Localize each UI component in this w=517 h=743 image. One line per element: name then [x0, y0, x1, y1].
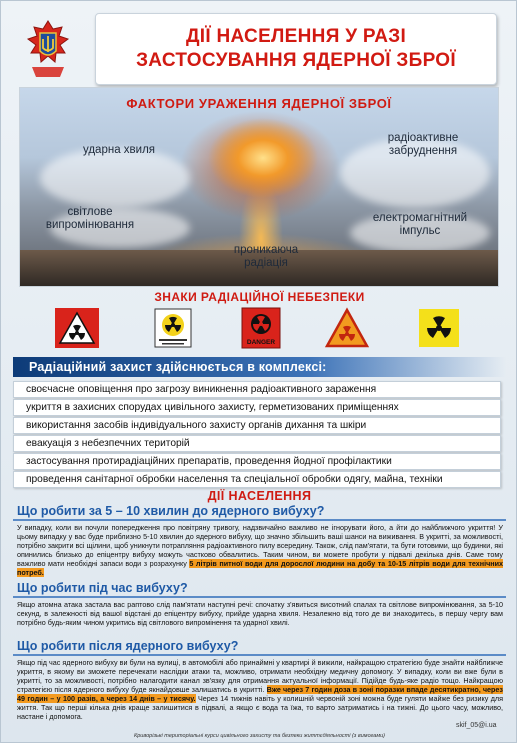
factor-emp-line1: електромагнітний: [372, 212, 468, 224]
actions-title: ДІЇ НАСЕЛЕННЯ: [207, 489, 312, 503]
radiation-sign-orange: [323, 306, 371, 350]
water-highlight: 5 літрів питної води для дорослої людини на добу та 10-15 літрів води для технічних потреб.: [17, 559, 504, 577]
question-during-blast: Що робити під час вибуху?: [17, 581, 188, 595]
paragraph-before-blast: [17, 523, 503, 577]
radiation-sign-yellow: [415, 306, 463, 350]
radiation-sign-red: [53, 306, 101, 350]
factor-penetrating-line2: радіація: [244, 257, 288, 269]
cloud-shape: [40, 148, 190, 208]
dose-highlight: Вже через 7 годин доза в зоні поразки впаде десятикратно, через 49 годин – у 100 разів, а через 14 днів – у тисячу.: [17, 685, 503, 703]
emblem-icon: [22, 19, 74, 81]
footer-text: Криворізькі територіальні курси цивільного захисту та безпеки життєдіяльності (з вимогами): [134, 733, 385, 739]
protection-item: застосування протирадіаційних препаратів, проведення йодної профілактики: [13, 453, 501, 470]
factor-radioactive-line2: забруднення: [388, 145, 458, 157]
factor-light-radiation: [30, 206, 150, 232]
question-divider: [13, 596, 506, 598]
factor-emp-line2: імпульс: [399, 225, 441, 237]
explosion-panel: [19, 87, 499, 287]
danger-label: DANGER: [246, 339, 276, 346]
factor-light-line1: світлове: [67, 206, 113, 218]
radiation-sign-hazard: [149, 306, 197, 350]
factor-penetrating-line1: проникаюча: [233, 244, 299, 256]
paragraph-after-blast-text: Якщо під час ядерного вибуху ви були на вулиці, в автомобілі або принаймні у квартирі й вижили, найкращою стратегією буде знайти найближче укриття, в якому ви зможете перечекати наслідки атаки та, можливо, отримати необхідну медичну допомогу. У випадку, коли ви вже були в укритті, то за можливості, потрібно налагодити канал зв'язку для отримання актуальної інформації. Підійде будь-яке радіо тощо. Найкращою стратегією після ядерного вибуху буде якнайдовше залишатись в укритті.: [17, 658, 503, 694]
page-title-line1: ДІЇ НАСЕЛЕННЯ У РАЗІ: [185, 26, 407, 47]
protection-item: укриття в захисних спорудах цивільного захисту, герметизованих приміщеннях: [13, 399, 501, 416]
paragraph-before-blast-text: У випадку, коли ви почули попередження про повітряну тривогу, надзвичайно важливо не ігнорувати його, а йти до найближчого укриття! У цьому випадку у вас буде приблизно 5-10 хвилин до ядерного вибуху, що значно збільшить ваші шанси на виживання. В укритті, за можливості, потрібно закрити всі щілини, щоб уникнути потрапляння радіоактивного пилу всередину. Також, слід пам'ятати, та бути готовими, що будинки, які опинились близько до епіцентру вибуху можуть частково обвалитись. Таким чином, ви можете пробути у підвалі декілька днів. Саме тому важливо мати необхідні запаси води з розрахунку: [17, 523, 503, 568]
factor-radioactive: [368, 132, 478, 158]
protection-title: Радіаційний захист здійснюється в комплексі:: [13, 357, 506, 377]
radiation-triangle-icon: [54, 307, 100, 349]
question-before-blast: Що робити за 5 – 10 хвилин до ядерного вибуху?: [17, 504, 325, 518]
protection-item: евакуація з небезпечних територій: [13, 435, 501, 452]
title-box: [95, 13, 497, 85]
factor-penetrating: [216, 244, 316, 270]
signs-title: ЗНАКИ РАДІАЦІЙНОЇ НЕБЕЗПЕКИ: [154, 290, 365, 304]
contact-email: skif_05@i.ua: [456, 722, 497, 729]
radiation-hazard-icon: [153, 307, 193, 349]
factor-shock-wave: ударна хвиля: [82, 144, 156, 156]
question-after-blast: Що робити після ядерного вибуху?: [17, 639, 239, 653]
question-divider: [13, 654, 506, 656]
factor-radioactive-line1: радіоактивне: [387, 132, 459, 144]
radiation-danger-icon: [239, 307, 283, 349]
paragraph-after-blast: [17, 658, 503, 721]
protection-item: проведення санітарної обробки населення та спеціальної обробки одягу, майна, техніки: [13, 471, 501, 488]
radiation-trefoil-icon: [417, 307, 461, 349]
paragraph-after-blast-end: Через 14 тижнів навіть у колишній червоній зоні можна буде гуляти майже без ризику для життя. Так що перші кілька днів краще залишитися в підвалі, а якщо є вода та їжа, то варто затриматись і на тижні. До цього часу, можливо, настане і допомога.: [17, 694, 503, 721]
protection-item: використання засобів індивідуального захисту органів дихання та шкіри: [13, 417, 501, 434]
question-divider: [13, 519, 506, 521]
factor-emp: [360, 212, 480, 238]
factors-title: ФАКТОРИ УРАЖЕННЯ ЯДЕРНОЇ ЗБРОЇ: [126, 96, 392, 111]
radiation-warning-icon: [324, 307, 370, 349]
protection-item: своєчасне оповіщення про загрозу виникнення радіоактивного зараження: [13, 381, 501, 398]
radiation-sign-danger: [237, 306, 285, 350]
factor-light-line2: випромінювання: [45, 219, 135, 231]
paragraph-during-blast: Якщо атомна атака застала вас раптово слід пам'ятати наступні речі: спочатку з'явиться висотний спалах та світлове випромінювання, за 5-10 секунд, в залежності від вашої відстані до епіцентру вибуху, прийде ударна хвиля. Незалежно від того де ви знаходитесь, в першу чергу вам потрібно будь-яким чином укритись від світлового випромінення та ударної хвилі.: [17, 600, 503, 627]
page-title-line2: ЗАСТОСУВАННЯ ЯДЕРНОЇ ЗБРОЇ: [136, 50, 456, 71]
